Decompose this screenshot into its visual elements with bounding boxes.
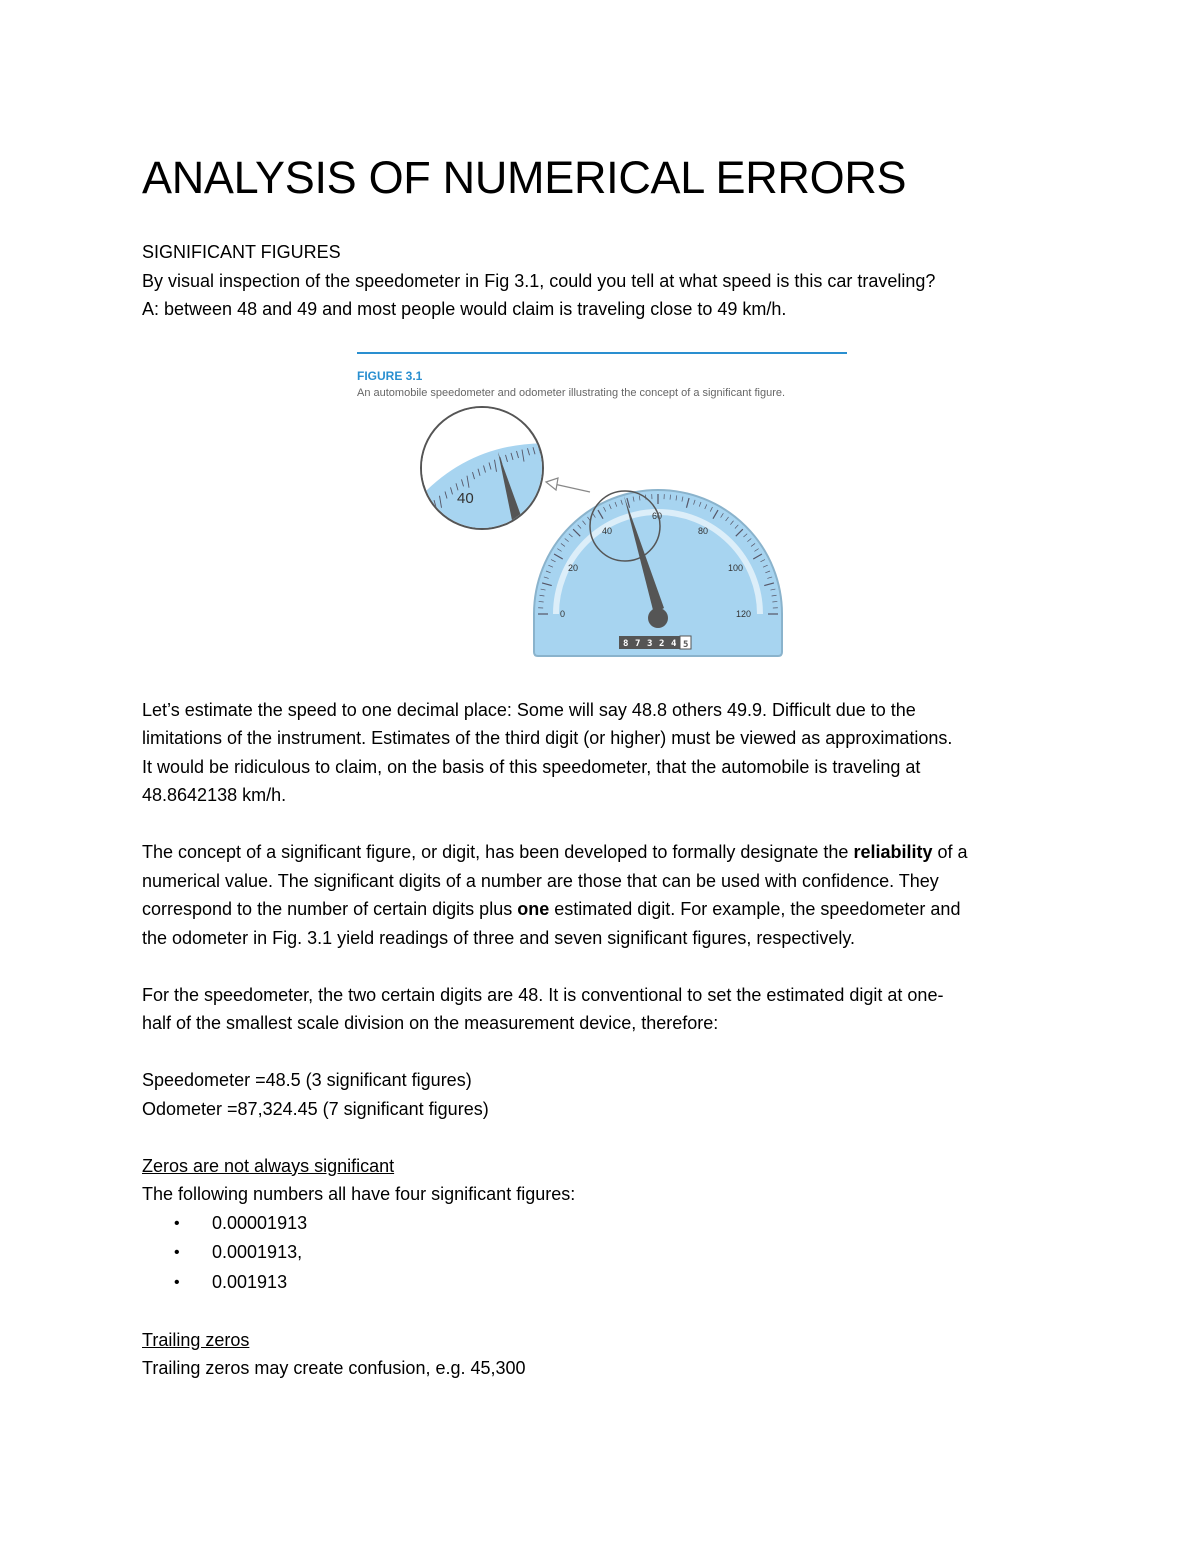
bold-term-reliability: reliability — [853, 842, 933, 862]
section-heading: SIGNIFICANT FIGURES — [142, 242, 341, 262]
needle-hub — [648, 608, 668, 628]
zoom-tick — [412, 518, 414, 530]
list-item-text: 0.0001913, — [212, 1242, 303, 1262]
para2-line4: 48.8642138 km/h. — [142, 785, 287, 805]
list-item — [142, 1238, 1062, 1268]
bullet-icon: • — [174, 1214, 180, 1232]
odometer-reading: Odometer =87,324.45 (7 significant figures) — [142, 1098, 489, 1119]
odo-digit-5: 4 — [671, 638, 677, 649]
trailing-heading: Trailing zeros — [142, 1329, 250, 1350]
odometer — [619, 636, 691, 650]
para3-text: estimated digit. For example, the speedometer and — [549, 899, 961, 919]
figure-label: FIGURE 3.1 — [357, 368, 423, 383]
scale-label-100: 100 — [728, 562, 744, 573]
odo-digit-1: 8 — [623, 638, 629, 649]
zoom-tick — [544, 446, 546, 453]
trailing-text: Trailing zeros may create confusion, e.g. 45,300 — [142, 1358, 526, 1378]
scale-label-120: 120 — [736, 608, 752, 619]
para3-line2: numerical value. The significant digits of a number are those that can be used with confidence. They — [142, 870, 939, 891]
para2-line3: It would be ridiculous to claim, on the basis of this speedometer, that the automobile is traveling at — [142, 756, 921, 777]
list-item — [142, 1268, 1062, 1298]
scale-label-0: 0 — [560, 608, 566, 619]
list-item-text: 0.00001913 — [212, 1212, 308, 1233]
zoom-tick — [429, 504, 431, 511]
zoom-tick — [418, 513, 420, 520]
para3-line3 — [142, 895, 1062, 924]
zoom-circle — [402, 384, 562, 564]
para4-line2: half of the smallest scale division on the measurement device, therefore: — [142, 1013, 719, 1033]
document-page — [142, 150, 1062, 1383]
para3-line1 — [142, 838, 1062, 867]
bold-term-one: one — [517, 899, 550, 919]
para2-line2: limitations of the instrument. Estimates of the third digit (or higher) must be viewed as approximations. — [142, 728, 953, 748]
speedometer-figure — [342, 344, 862, 684]
zeros-intro: The following numbers all have four significant figures: — [142, 1184, 576, 1204]
arrow-icon — [546, 478, 590, 492]
bullet-icon: • — [174, 1273, 180, 1291]
odo-digit-6: 5 — [683, 639, 689, 650]
question-text: By visual inspection of the speedometer in Fig 3.1, could you tell at what speed is this car traveling? — [142, 270, 936, 291]
zeros-heading: Zeros are not always significant — [142, 1155, 395, 1176]
document-title: ANALYSIS OF NUMERICAL ERRORS — [142, 152, 907, 203]
para3-line4: the odometer in Fig. 3.1 yield readings of three and seven significant figures, respectively. — [142, 927, 856, 948]
odo-digit-3: 3 — [647, 638, 653, 649]
zoom-tick — [550, 446, 552, 458]
odometer-box — [619, 636, 689, 649]
para3-text: correspond to the number of certain digits plus — [142, 899, 518, 919]
para2-line1: Let’s estimate the speed to one decimal place: Some will say 48.8 others 49.9. Difficult due to the — [142, 699, 916, 720]
bullet-icon: • — [174, 1244, 180, 1261]
zoom-tick — [423, 508, 425, 515]
scale-label-40: 40 — [602, 525, 613, 536]
figure-caption: An automobile speedometer and odometer illustrating the concept of a significant figure. — [357, 386, 786, 399]
scale-label-80: 80 — [698, 525, 709, 536]
list-item-text: 0.001913 — [212, 1271, 288, 1292]
figure-3-1 — [142, 344, 1062, 684]
para3-text: The concept of a significant figure, or digit, has been developed to formally designate the — [142, 842, 854, 862]
speedometer-reading: Speedometer =48.5 (3 significant figures) — [142, 1070, 472, 1090]
zeros-list — [142, 1209, 1062, 1298]
para3-text: of a — [932, 842, 968, 862]
scale-label-60: 60 — [652, 510, 663, 521]
zoom-label: 40 — [457, 489, 474, 507]
odo-digit-2: 7 — [635, 638, 641, 649]
scale-label-20: 20 — [568, 562, 579, 573]
list-item — [142, 1209, 1062, 1239]
odo-digit-4: 2 — [659, 638, 665, 649]
answer-text: A: between 48 and 49 and most people would claim is traveling close to 49 km/h. — [142, 299, 787, 319]
para4-line1: For the speedometer, the two certain digits are 48. It is conventional to set the estimated digit at one- — [142, 984, 944, 1005]
